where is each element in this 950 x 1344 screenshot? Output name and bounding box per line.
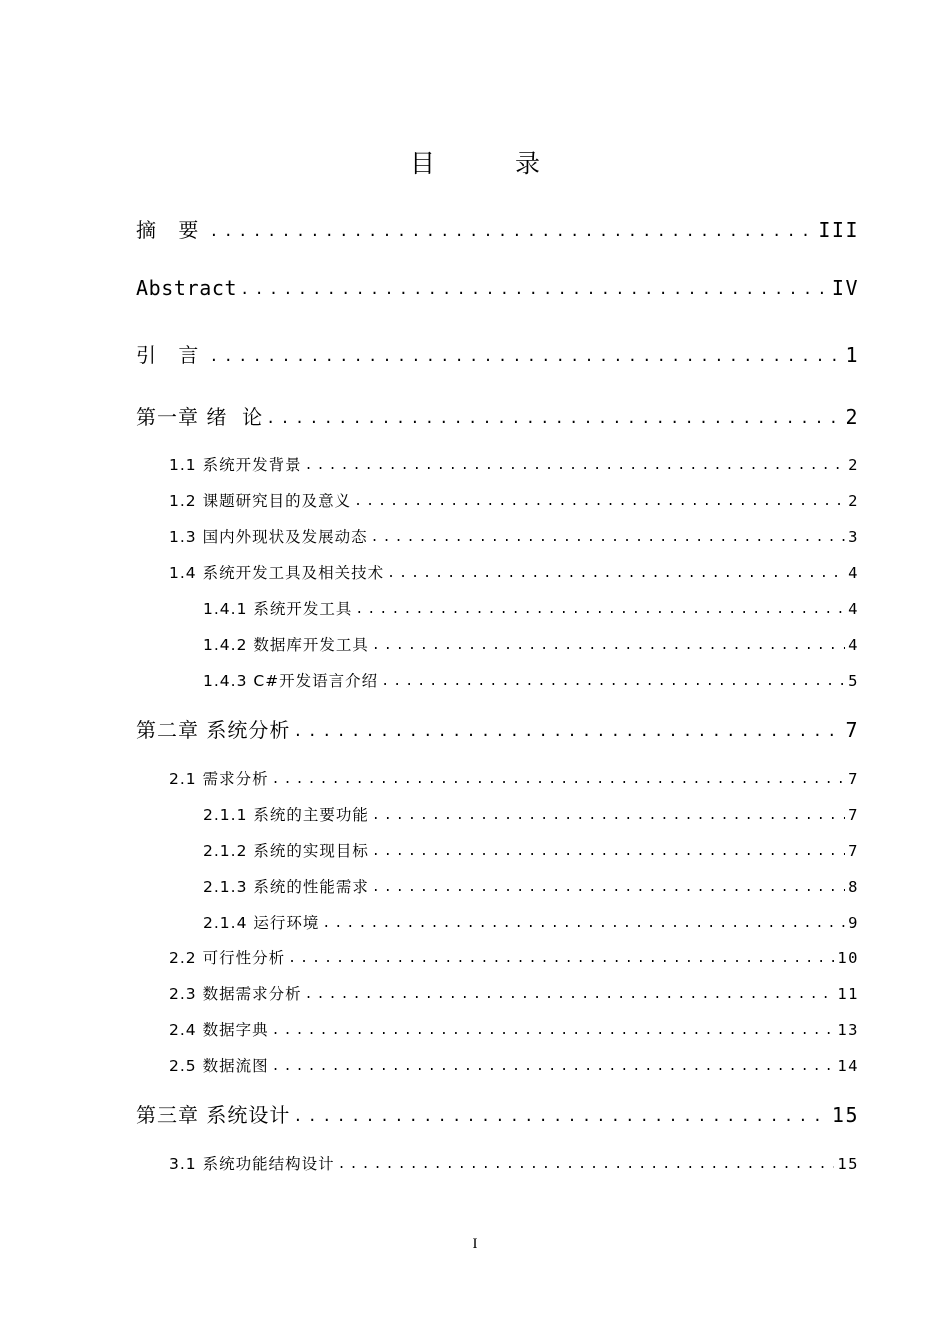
toc-entry-page: III bbox=[818, 218, 859, 242]
toc-dot-leader bbox=[371, 530, 846, 545]
toc-dot-leader bbox=[272, 1059, 835, 1074]
page-title: 目 录 bbox=[410, 149, 576, 178]
toc-dot-leader bbox=[288, 951, 834, 966]
toc-entry-label: 1.4.3 C#开发语言介绍 bbox=[203, 672, 379, 690]
toc-dot-leader bbox=[293, 722, 842, 740]
toc-entry-section-1-4[interactable] bbox=[169, 561, 859, 583]
toc-entry-abstract-en[interactable] bbox=[136, 276, 859, 304]
toc-entry-label: Abstract bbox=[136, 276, 238, 300]
toc-dot-leader bbox=[338, 1157, 835, 1172]
toc-entry-label: 1.2 课题研究目的及意义 bbox=[169, 492, 352, 510]
toc-entry-page: 2 bbox=[848, 492, 859, 510]
toc-dot-leader bbox=[209, 222, 815, 240]
toc-entry-label: 1.1 系统开发背景 bbox=[169, 456, 302, 474]
toc-entry-page: 15 bbox=[831, 1103, 859, 1127]
toc-entry-page: 4 bbox=[848, 636, 859, 654]
toc-entry-chapter-2[interactable] bbox=[136, 714, 859, 742]
toc-dot-leader bbox=[381, 674, 845, 689]
toc-entry-page: 9 bbox=[848, 914, 859, 932]
toc-entry-section-1-4-2[interactable] bbox=[203, 633, 859, 655]
toc-entry-chapter-3[interactable] bbox=[136, 1099, 859, 1127]
toc-entry-page: 4 bbox=[848, 564, 859, 582]
toc-entry-label: 2.1.1 系统的主要功能 bbox=[203, 806, 369, 824]
toc-dot-leader bbox=[305, 987, 835, 1002]
toc-entry-page: 11 bbox=[837, 985, 859, 1003]
toc-entry-label: 第三章 系统设计 bbox=[136, 1103, 291, 1127]
toc-dot-leader bbox=[355, 602, 845, 617]
toc-entry-label: 1.4 系统开发工具及相关技术 bbox=[169, 564, 385, 582]
toc-entry-section-2-1-3[interactable] bbox=[203, 875, 859, 897]
toc-entry-section-1-3[interactable] bbox=[169, 525, 859, 547]
toc-dot-leader bbox=[372, 808, 845, 823]
toc-dot-leader bbox=[209, 347, 842, 365]
toc-entry-label: 摘 要 bbox=[136, 218, 207, 242]
toc-entry-section-2-5[interactable] bbox=[169, 1054, 859, 1076]
toc-entry-page: 13 bbox=[837, 1021, 859, 1039]
toc-entry-section-1-4-1[interactable] bbox=[203, 597, 859, 619]
toc-entry-label: 2.2 可行性分析 bbox=[169, 949, 286, 967]
toc-dot-leader bbox=[372, 844, 845, 859]
toc-entry-label: 2.5 数据流图 bbox=[169, 1057, 269, 1075]
toc-entry-page: 7 bbox=[848, 806, 859, 824]
toc-dot-leader bbox=[322, 916, 845, 931]
toc-dot-leader bbox=[240, 280, 829, 298]
toc-entry-label: 2.1.4 运行环境 bbox=[203, 914, 320, 932]
toc-dot-leader bbox=[354, 494, 845, 509]
toc-dot-leader bbox=[387, 566, 845, 581]
toc-entry-page: 8 bbox=[848, 878, 859, 896]
toc-entry-chapter-1[interactable] bbox=[136, 401, 859, 429]
toc-entry-label: 第一章 绪 论 bbox=[136, 405, 264, 429]
toc-entry-page: 2 bbox=[845, 405, 859, 429]
toc-entry-label: 2.1.2 系统的实现目标 bbox=[203, 842, 369, 860]
toc-entry-section-2-1-1[interactable] bbox=[203, 803, 859, 825]
toc-entry-section-2-1[interactable] bbox=[169, 767, 859, 789]
toc-entry-label: 2.1.3 系统的性能需求 bbox=[203, 878, 369, 896]
page-number-footer: I bbox=[472, 1236, 478, 1252]
toc-entry-section-2-4[interactable] bbox=[169, 1018, 859, 1040]
toc-entry-label: 1.3 国内外现状及发展动态 bbox=[169, 528, 368, 546]
toc-entry-page: IV bbox=[831, 276, 859, 300]
toc-entry-label: 1.4.1 系统开发工具 bbox=[203, 600, 353, 618]
toc-dot-leader bbox=[293, 1107, 829, 1125]
toc-entry-label: 2.4 数据字典 bbox=[169, 1021, 269, 1039]
toc-entry-abstract-cn[interactable] bbox=[136, 214, 859, 242]
toc-dot-leader bbox=[372, 880, 845, 895]
toc-entry-page: 2 bbox=[848, 456, 859, 474]
toc-entry-label: 1.4.2 数据库开发工具 bbox=[203, 636, 369, 654]
toc-dot-leader bbox=[272, 1023, 835, 1038]
toc-dot-leader bbox=[272, 772, 846, 787]
toc-entry-section-2-2[interactable] bbox=[169, 946, 859, 968]
toc-entry-label: 2.3 数据需求分析 bbox=[169, 985, 302, 1003]
toc-entry-section-2-1-4[interactable] bbox=[203, 911, 859, 933]
toc-entry-page: 5 bbox=[848, 672, 859, 690]
toc-entry-page: 10 bbox=[837, 949, 859, 967]
toc-dot-leader bbox=[266, 409, 842, 427]
toc-dot-leader bbox=[305, 458, 846, 473]
toc-dot-leader bbox=[372, 638, 845, 653]
toc-entry-section-2-3[interactable] bbox=[169, 982, 859, 1004]
toc-entry-page: 7 bbox=[845, 718, 859, 742]
toc-entry-section-2-1-2[interactable] bbox=[203, 839, 859, 861]
toc-entry-section-3-1[interactable] bbox=[169, 1152, 859, 1174]
toc-entry-page: 1 bbox=[845, 343, 859, 367]
toc-entry-section-1-1[interactable] bbox=[169, 453, 859, 475]
toc-entry-label: 3.1 系统功能结构设计 bbox=[169, 1155, 335, 1173]
toc-entry-page: 14 bbox=[837, 1057, 859, 1075]
toc-entry-introduction[interactable] bbox=[136, 339, 859, 367]
toc-entry-section-1-4-3[interactable] bbox=[203, 669, 859, 691]
toc-entry-page: 15 bbox=[837, 1155, 859, 1173]
toc-entry-page: 4 bbox=[848, 600, 859, 618]
toc-entry-page: 7 bbox=[848, 842, 859, 860]
toc-entry-page: 7 bbox=[848, 770, 859, 788]
toc-entry-section-1-2[interactable] bbox=[169, 489, 859, 511]
toc-entry-label: 第二章 系统分析 bbox=[136, 718, 291, 742]
toc-entry-label: 引 言 bbox=[136, 343, 207, 367]
toc-entry-page: 3 bbox=[848, 528, 859, 546]
toc-entry-label: 2.1 需求分析 bbox=[169, 770, 269, 788]
